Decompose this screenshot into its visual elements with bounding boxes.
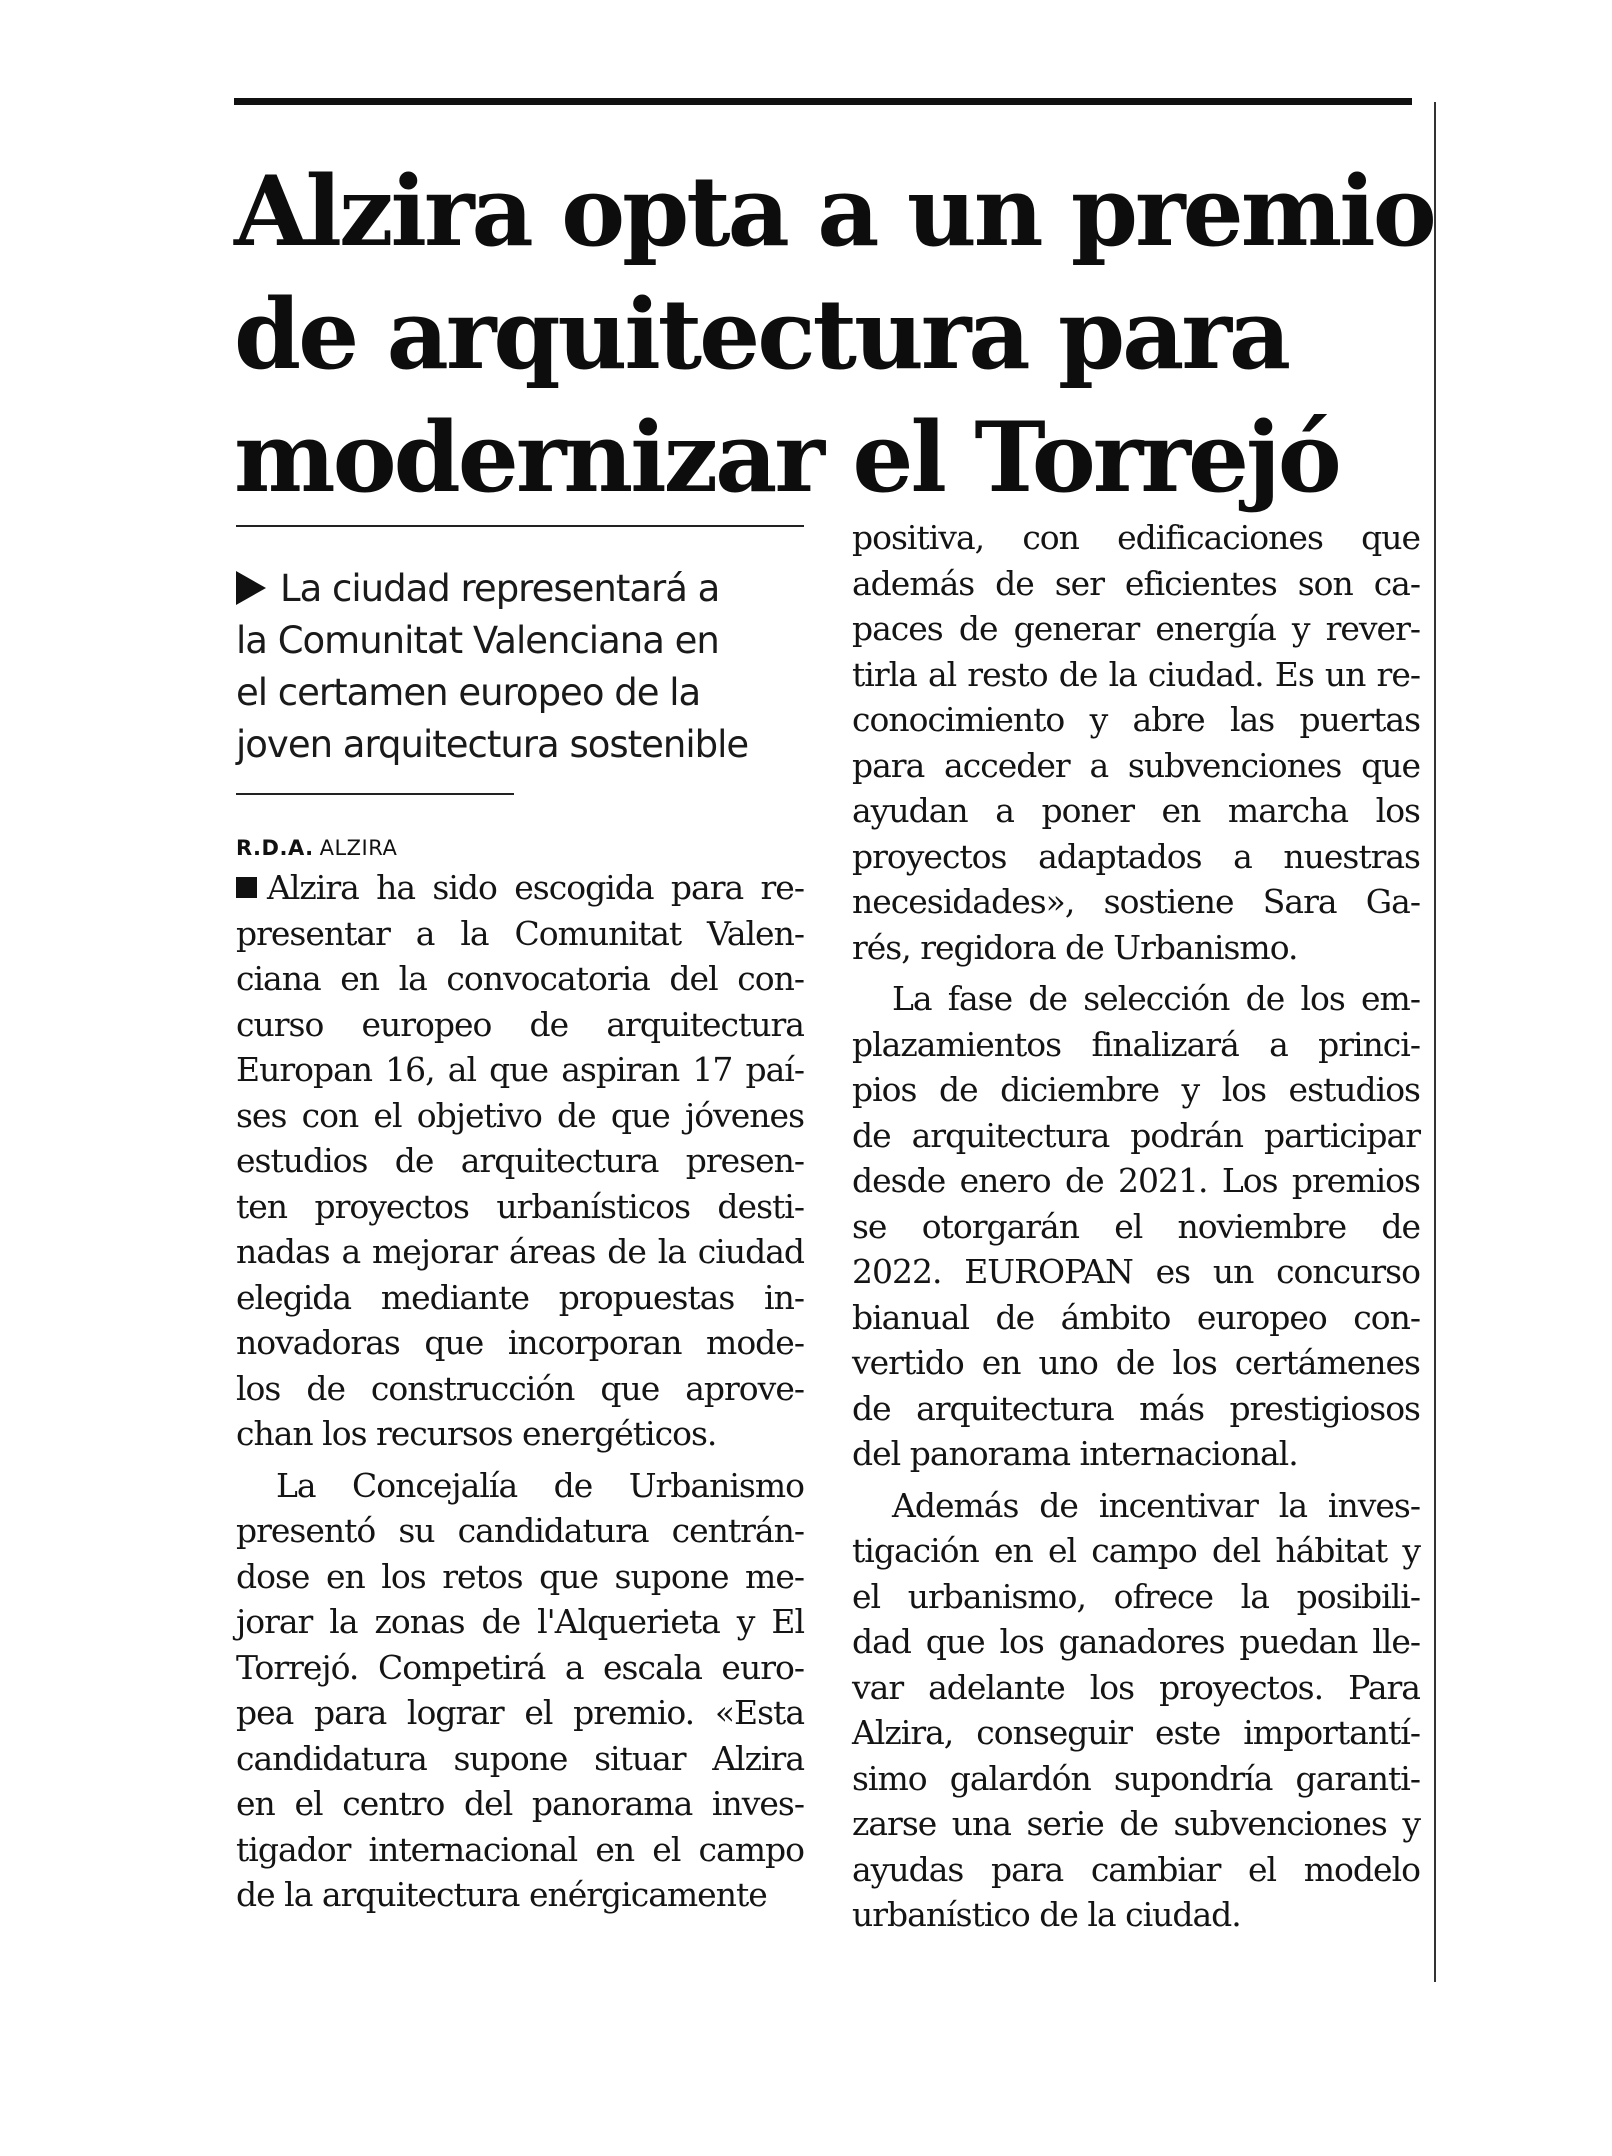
left-column — [236, 525, 804, 1918]
body-line: en el centro del panorama inves- — [236, 1784, 804, 1823]
body-line: de la arquitectura enérgicamente — [236, 1875, 767, 1914]
body-line: los de construcción que aprove- — [236, 1368, 804, 1408]
body-line: novadoras que incorporan mode- — [236, 1323, 804, 1362]
body-line: ciana en la convocatoria del con- — [236, 959, 804, 998]
subtitle-line: La ciudad representará a — [280, 567, 720, 610]
body-line: curso europeo de arquitectura — [236, 1004, 804, 1044]
body-line: de arquitectura más prestigiosos — [852, 1388, 1420, 1428]
body-line: Además de incentivar la inves- — [892, 1485, 1420, 1525]
body-line: plazamientos finalizará a princi- — [852, 1024, 1420, 1064]
headline — [234, 150, 1434, 519]
body-line: Alzira, conseguir este importantí- — [852, 1713, 1420, 1752]
subtitle-rule-bottom — [236, 793, 514, 795]
body-line-text: Alzira ha sido escogida para re- — [267, 868, 804, 907]
triangle-bullet-icon — [236, 571, 266, 605]
body-line: jorar la zonas de l'Alquerieta y El — [236, 1602, 804, 1641]
byline — [236, 833, 804, 863]
body-line: para acceder a subvenciones que — [852, 745, 1420, 785]
body-line: positiva, con edificaciones que — [852, 518, 1420, 557]
body-line: además de ser eficientes son ca- — [852, 563, 1420, 603]
body-paragraph — [852, 976, 1420, 1477]
body-line: de arquitectura podrán participar — [852, 1115, 1420, 1155]
body-line: paces de generar energía y rever- — [852, 609, 1420, 648]
body-paragraph — [236, 865, 804, 1457]
body-line: vertido en uno de los certámenes — [852, 1343, 1420, 1382]
location: ALZIRA — [319, 836, 398, 860]
subtitle — [236, 563, 804, 771]
body-line: el urbanismo, ofrece la posibili- — [852, 1576, 1420, 1616]
right-column — [852, 515, 1420, 1938]
body-line — [236, 865, 804, 911]
body-line: La fase de selección de los em- — [892, 979, 1420, 1018]
subtitle-line: joven arquitectura sostenible — [236, 723, 749, 766]
body-line: del panorama internacional. — [852, 1434, 1298, 1473]
headline-line: modernizar el Torrejó — [234, 401, 1339, 514]
body-line: 2022. EUROPAN es un concurso — [852, 1252, 1420, 1291]
body-line: dad que los ganadores puedan lle- — [852, 1622, 1420, 1661]
subtitle-line: la Comunitat Valenciana en — [236, 619, 719, 662]
body-line: ayudas para cambiar el modelo — [852, 1849, 1420, 1889]
body-paragraph — [236, 1463, 804, 1918]
body-line: pios de diciembre y los estudios — [852, 1070, 1420, 1109]
body-line: se otorgarán el noviembre de — [852, 1206, 1420, 1246]
body-line: zarse una serie de subvenciones y — [852, 1804, 1420, 1843]
body-line: rés, regidora de Urbanismo. — [852, 927, 1298, 967]
body-line: La Concejalía de Urbanismo — [276, 1465, 804, 1505]
body-line: presentar a la Comunitat Valen- — [236, 913, 804, 953]
author: R.D.A. — [236, 836, 314, 860]
body-line: tirla al resto de la ciudad. Es un re- — [852, 654, 1420, 694]
body-line: Torrejó. Competirá a escala euro- — [236, 1647, 804, 1687]
body-line: bianual de ámbito europeo con- — [852, 1297, 1420, 1337]
body-line: conocimiento y abre las puertas — [852, 700, 1420, 739]
subtitle-rule-top — [236, 525, 804, 527]
top-rule — [234, 98, 1412, 105]
body-line: ayudan a poner en marcha los — [852, 791, 1420, 830]
body-line: var adelante los proyectos. Para — [852, 1667, 1420, 1707]
body-line: simo galardón supondría garanti- — [852, 1758, 1420, 1798]
body-line: pea para lograr el premio. «Esta — [236, 1693, 804, 1732]
subtitle-line: el certamen europeo de la — [236, 671, 701, 714]
body-line: elegida mediante propuestas in- — [236, 1277, 804, 1317]
body-line: desde enero de 2021. Los premios — [852, 1161, 1420, 1200]
square-bullet-icon — [236, 877, 257, 898]
body-line: tigación en el campo del hábitat y — [852, 1531, 1420, 1570]
body-line: proyectos adaptados a nuestras — [852, 836, 1420, 876]
body-line: estudios de arquitectura presen- — [236, 1141, 804, 1180]
body-line: candidatura supone situar Alzira — [236, 1738, 804, 1778]
body-line: ten proyectos urbanísticos desti- — [236, 1186, 804, 1226]
body-paragraph — [852, 1483, 1420, 1938]
body-line: Europan 16, al que aspiran 17 paí- — [236, 1050, 804, 1089]
body-line: urbanístico de la ciudad. — [852, 1895, 1241, 1934]
headline-line: de arquitectura para — [234, 278, 1289, 391]
body-paragraph — [852, 515, 1420, 970]
body-line: nadas a mejorar áreas de la ciudad — [236, 1232, 804, 1271]
body-line: tigador internacional en el campo — [236, 1829, 804, 1869]
body-line: presentó su candidatura centrán- — [236, 1511, 804, 1550]
right-column-rule — [1434, 102, 1436, 1982]
body-line: dose en los retos que supone me- — [236, 1556, 804, 1596]
body-line: chan los recursos energéticos. — [236, 1414, 717, 1453]
body-line: necesidades», sostiene Sara Ga- — [852, 882, 1420, 921]
body-line: ses con el objetivo de que jóvenes — [236, 1095, 804, 1135]
headline-line: Alzira opta a un premio — [234, 155, 1434, 268]
